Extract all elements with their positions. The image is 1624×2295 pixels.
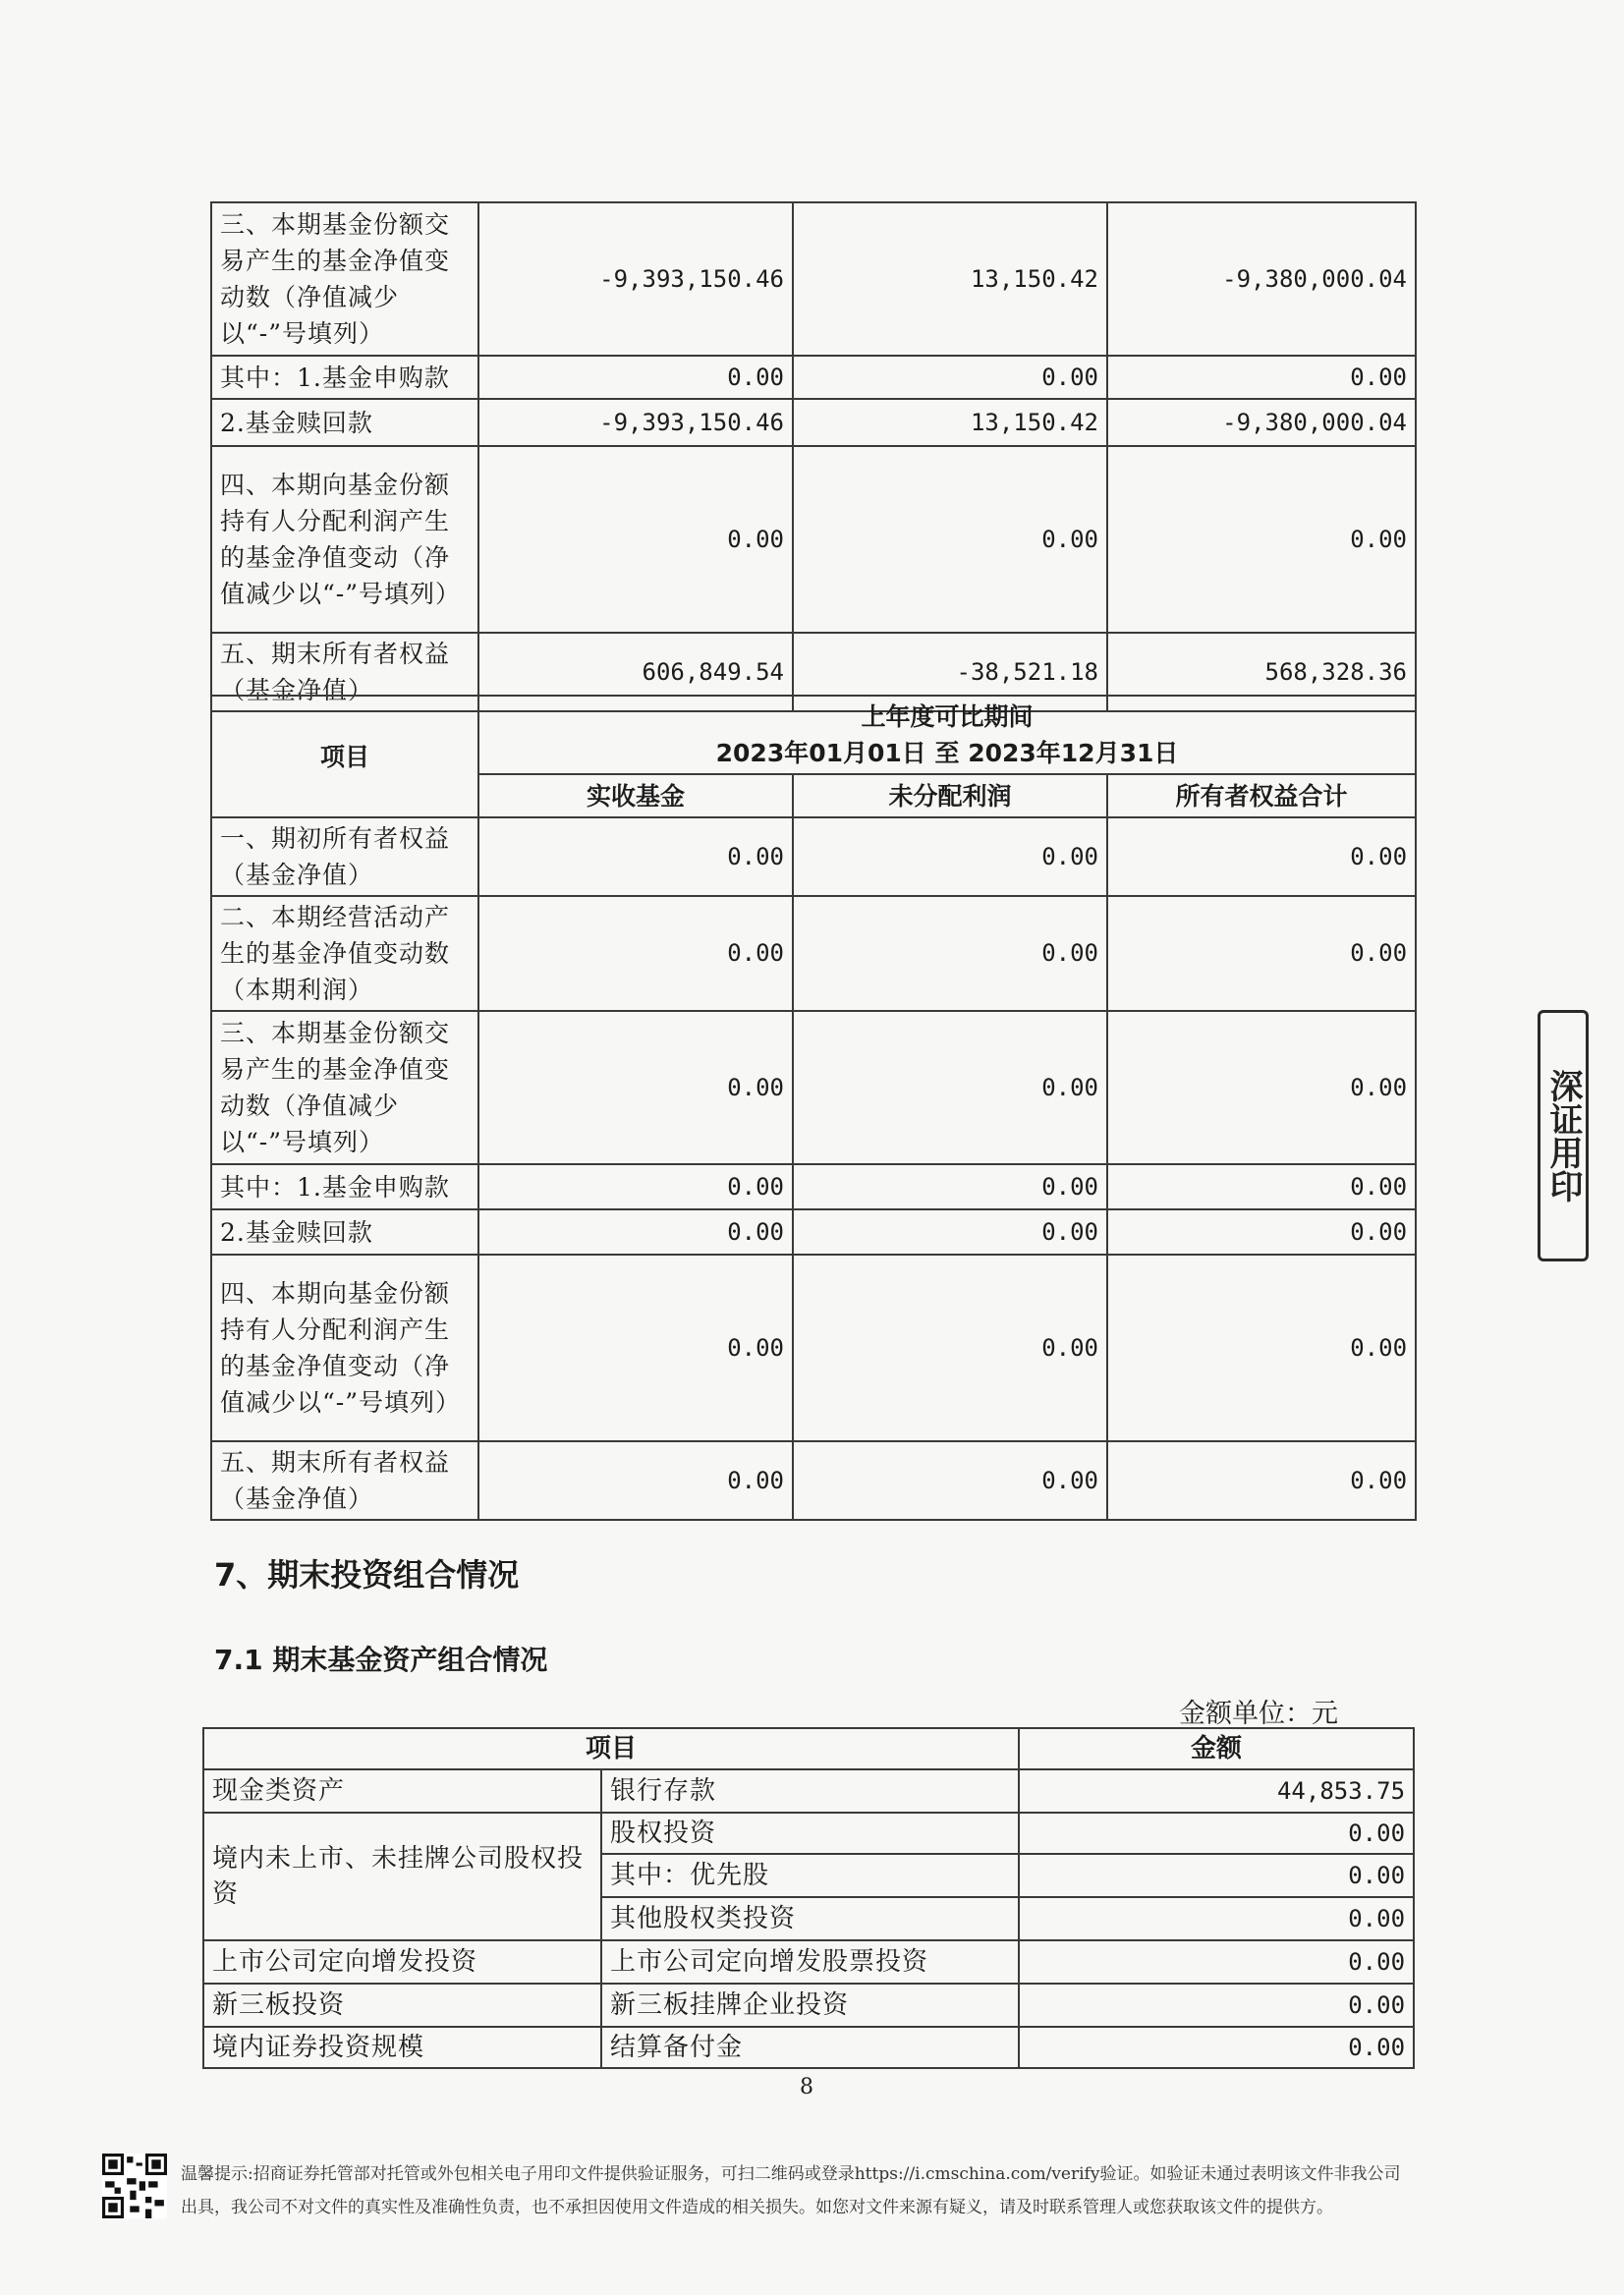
table-row <box>211 1441 1416 1520</box>
asset-item: 结算备付金 <box>601 2027 1019 2068</box>
asset-item: 银行存款 <box>601 1769 1019 1813</box>
asset-portfolio-table <box>202 1727 1415 2069</box>
asset-amount: 0.00 <box>1019 1940 1414 1984</box>
undistributed-profit-value: 0.00 <box>793 1209 1107 1255</box>
table-row <box>211 1164 1416 1209</box>
undistributed-profit-value: 0.00 <box>793 1164 1107 1209</box>
asset-amount: 0.00 <box>1019 1984 1414 2027</box>
paid-in-fund-value: 0.00 <box>478 446 793 633</box>
undistributed-profit-value: 13,150.42 <box>793 202 1107 356</box>
qr-code-icon[interactable] <box>102 2154 167 2218</box>
asset-amount: 44,853.75 <box>1019 1769 1414 1813</box>
asset-amount: 0.00 <box>1019 1854 1414 1897</box>
total-equity-header: 所有者权益合计 <box>1107 774 1416 817</box>
undistributed-profit-value: 0.00 <box>793 356 1107 399</box>
paid-in-fund-value: 0.00 <box>478 1209 793 1255</box>
paid-in-fund-value: 0.00 <box>478 1164 793 1209</box>
undistributed-profit-value: -38,521.18 <box>793 633 1107 711</box>
table-row <box>203 1769 1414 1813</box>
table-row <box>211 399 1416 446</box>
paid-in-fund-value: 0.00 <box>478 1011 793 1164</box>
undistributed-profit-value: 0.00 <box>793 817 1107 896</box>
asset-category: 新三板投资 <box>203 1984 601 2027</box>
total-equity-value: 568,328.36 <box>1107 633 1416 711</box>
table-row <box>211 1209 1416 1255</box>
total-equity-value: 0.00 <box>1107 1209 1416 1255</box>
asset-item: 新三板挂牌企业投资 <box>601 1984 1019 2027</box>
row-label: 2.基金赎回款 <box>211 399 478 446</box>
asset-item: 其中：优先股 <box>601 1854 1019 1897</box>
asset-amount: 0.00 <box>1019 1897 1414 1940</box>
table-row <box>203 1813 1414 1854</box>
table-row <box>211 446 1416 633</box>
row-label: 其中：1.基金申购款 <box>211 356 478 399</box>
period-header <box>478 696 1416 774</box>
undistributed-profit-value: 0.00 <box>793 1441 1107 1520</box>
asset-amount: 0.00 <box>1019 2027 1414 2068</box>
row-label: 三、本期基金份额交易产生的基金净值变动数（净值减少以“-”号填列） <box>211 1011 478 1164</box>
undistributed-profit-value: 0.00 <box>793 1255 1107 1441</box>
total-equity-value: 0.00 <box>1107 896 1416 1011</box>
amount-unit-note: 金额单位：元 <box>1179 1699 1338 1729</box>
table-row <box>211 356 1416 399</box>
total-equity-value: 0.00 <box>1107 817 1416 896</box>
row-label: 三、本期基金份额交易产生的基金净值变动数（净值减少以“-”号填列） <box>211 202 478 356</box>
table-row <box>211 817 1416 896</box>
row-label: 五、期末所有者权益（基金净值） <box>211 1441 478 1520</box>
asset-item: 其他股权类投资 <box>601 1897 1019 1940</box>
table-row <box>203 1940 1414 1984</box>
side-seal-stamp: 深证用印 <box>1538 1010 1589 1261</box>
undistributed-profit-header: 未分配利润 <box>793 774 1107 817</box>
table-row <box>211 1011 1416 1164</box>
total-equity-value: 0.00 <box>1107 356 1416 399</box>
table-header-row <box>203 1728 1414 1769</box>
asset-amount: 0.00 <box>1019 1813 1414 1854</box>
current-period-table-continued <box>210 201 1417 712</box>
paid-in-fund-value: 0.00 <box>478 356 793 399</box>
undistributed-profit-value: 0.00 <box>793 446 1107 633</box>
row-label: 一、期初所有者权益（基金净值） <box>211 817 478 896</box>
paid-in-fund-header: 实收基金 <box>478 774 793 817</box>
amount-column-header: 金额 <box>1019 1728 1414 1769</box>
asset-category: 上市公司定向增发投资 <box>203 1940 601 1984</box>
item-column-header: 项目 <box>211 696 478 817</box>
asset-item: 股权投资 <box>601 1813 1019 1854</box>
table-row <box>203 2027 1414 2068</box>
verification-footer-note: 温馨提示:招商证券托管部对托管或外包相关电子用印文件提供验证服务，可扫二维码或登录https://i.cmschina.com/verify验证。如验证未通过表明该文件非我公司出具，我公司不对文件的真实性及准确性负责，也不承担因使用文件造成的相关损失。如您对文件来源有疑义，请及时联系管理人或您获取该文件的提供方。 <box>181 2164 1401 2217</box>
paid-in-fund-value: -9,393,150.46 <box>478 399 793 446</box>
asset-category: 境内未上市、未挂牌公司股权投资 <box>203 1813 601 1940</box>
row-label: 四、本期向基金份额持有人分配利润产生的基金净值变动（净值减少以“-”号填列） <box>211 446 478 633</box>
row-label: 五、期末所有者权益（基金净值） <box>211 633 478 711</box>
table-row <box>211 1255 1416 1441</box>
total-equity-value: 0.00 <box>1107 446 1416 633</box>
section-heading: 7、期末投资组合情况 <box>214 1556 520 1594</box>
total-equity-value: 0.00 <box>1107 1011 1416 1164</box>
period-range: 2023年01月01日 至 2023年12月31日 <box>715 739 1179 767</box>
page-number: 8 <box>800 2075 813 2099</box>
subsection-heading: 7.1 期末基金资产组合情况 <box>214 1644 548 1676</box>
paid-in-fund-value: 0.00 <box>478 817 793 896</box>
paid-in-fund-value: 606,849.54 <box>478 633 793 711</box>
paid-in-fund-value: 0.00 <box>478 1441 793 1520</box>
item-column-header: 项目 <box>203 1728 1019 1769</box>
total-equity-value: -9,380,000.04 <box>1107 202 1416 356</box>
undistributed-profit-value: 0.00 <box>793 896 1107 1011</box>
row-label: 四、本期向基金份额持有人分配利润产生的基金净值变动（净值减少以“-”号填列） <box>211 1255 478 1441</box>
row-label: 二、本期经营活动产生的基金净值变动数（本期利润） <box>211 896 478 1011</box>
table-row <box>211 202 1416 356</box>
total-equity-value: 0.00 <box>1107 1255 1416 1441</box>
total-equity-value: 0.00 <box>1107 1164 1416 1209</box>
paid-in-fund-value: 0.00 <box>478 1255 793 1441</box>
paid-in-fund-value: -9,393,150.46 <box>478 202 793 356</box>
row-label: 其中：1.基金申购款 <box>211 1164 478 1209</box>
undistributed-profit-value: 0.00 <box>793 1011 1107 1164</box>
asset-item: 上市公司定向增发股票投资 <box>601 1940 1019 1984</box>
total-equity-value: -9,380,000.04 <box>1107 399 1416 446</box>
undistributed-profit-value: 13,150.42 <box>793 399 1107 446</box>
table-header-row <box>211 696 1416 774</box>
table-row <box>203 1984 1414 2027</box>
row-label: 2.基金赎回款 <box>211 1209 478 1255</box>
paid-in-fund-value: 0.00 <box>478 896 793 1011</box>
period-title: 上年度可比期间 <box>861 702 1034 731</box>
asset-category: 境内证券投资规模 <box>203 2027 601 2068</box>
table-row <box>211 896 1416 1011</box>
prior-period-table <box>210 695 1417 1521</box>
asset-category: 现金类资产 <box>203 1769 601 1813</box>
total-equity-value: 0.00 <box>1107 1441 1416 1520</box>
